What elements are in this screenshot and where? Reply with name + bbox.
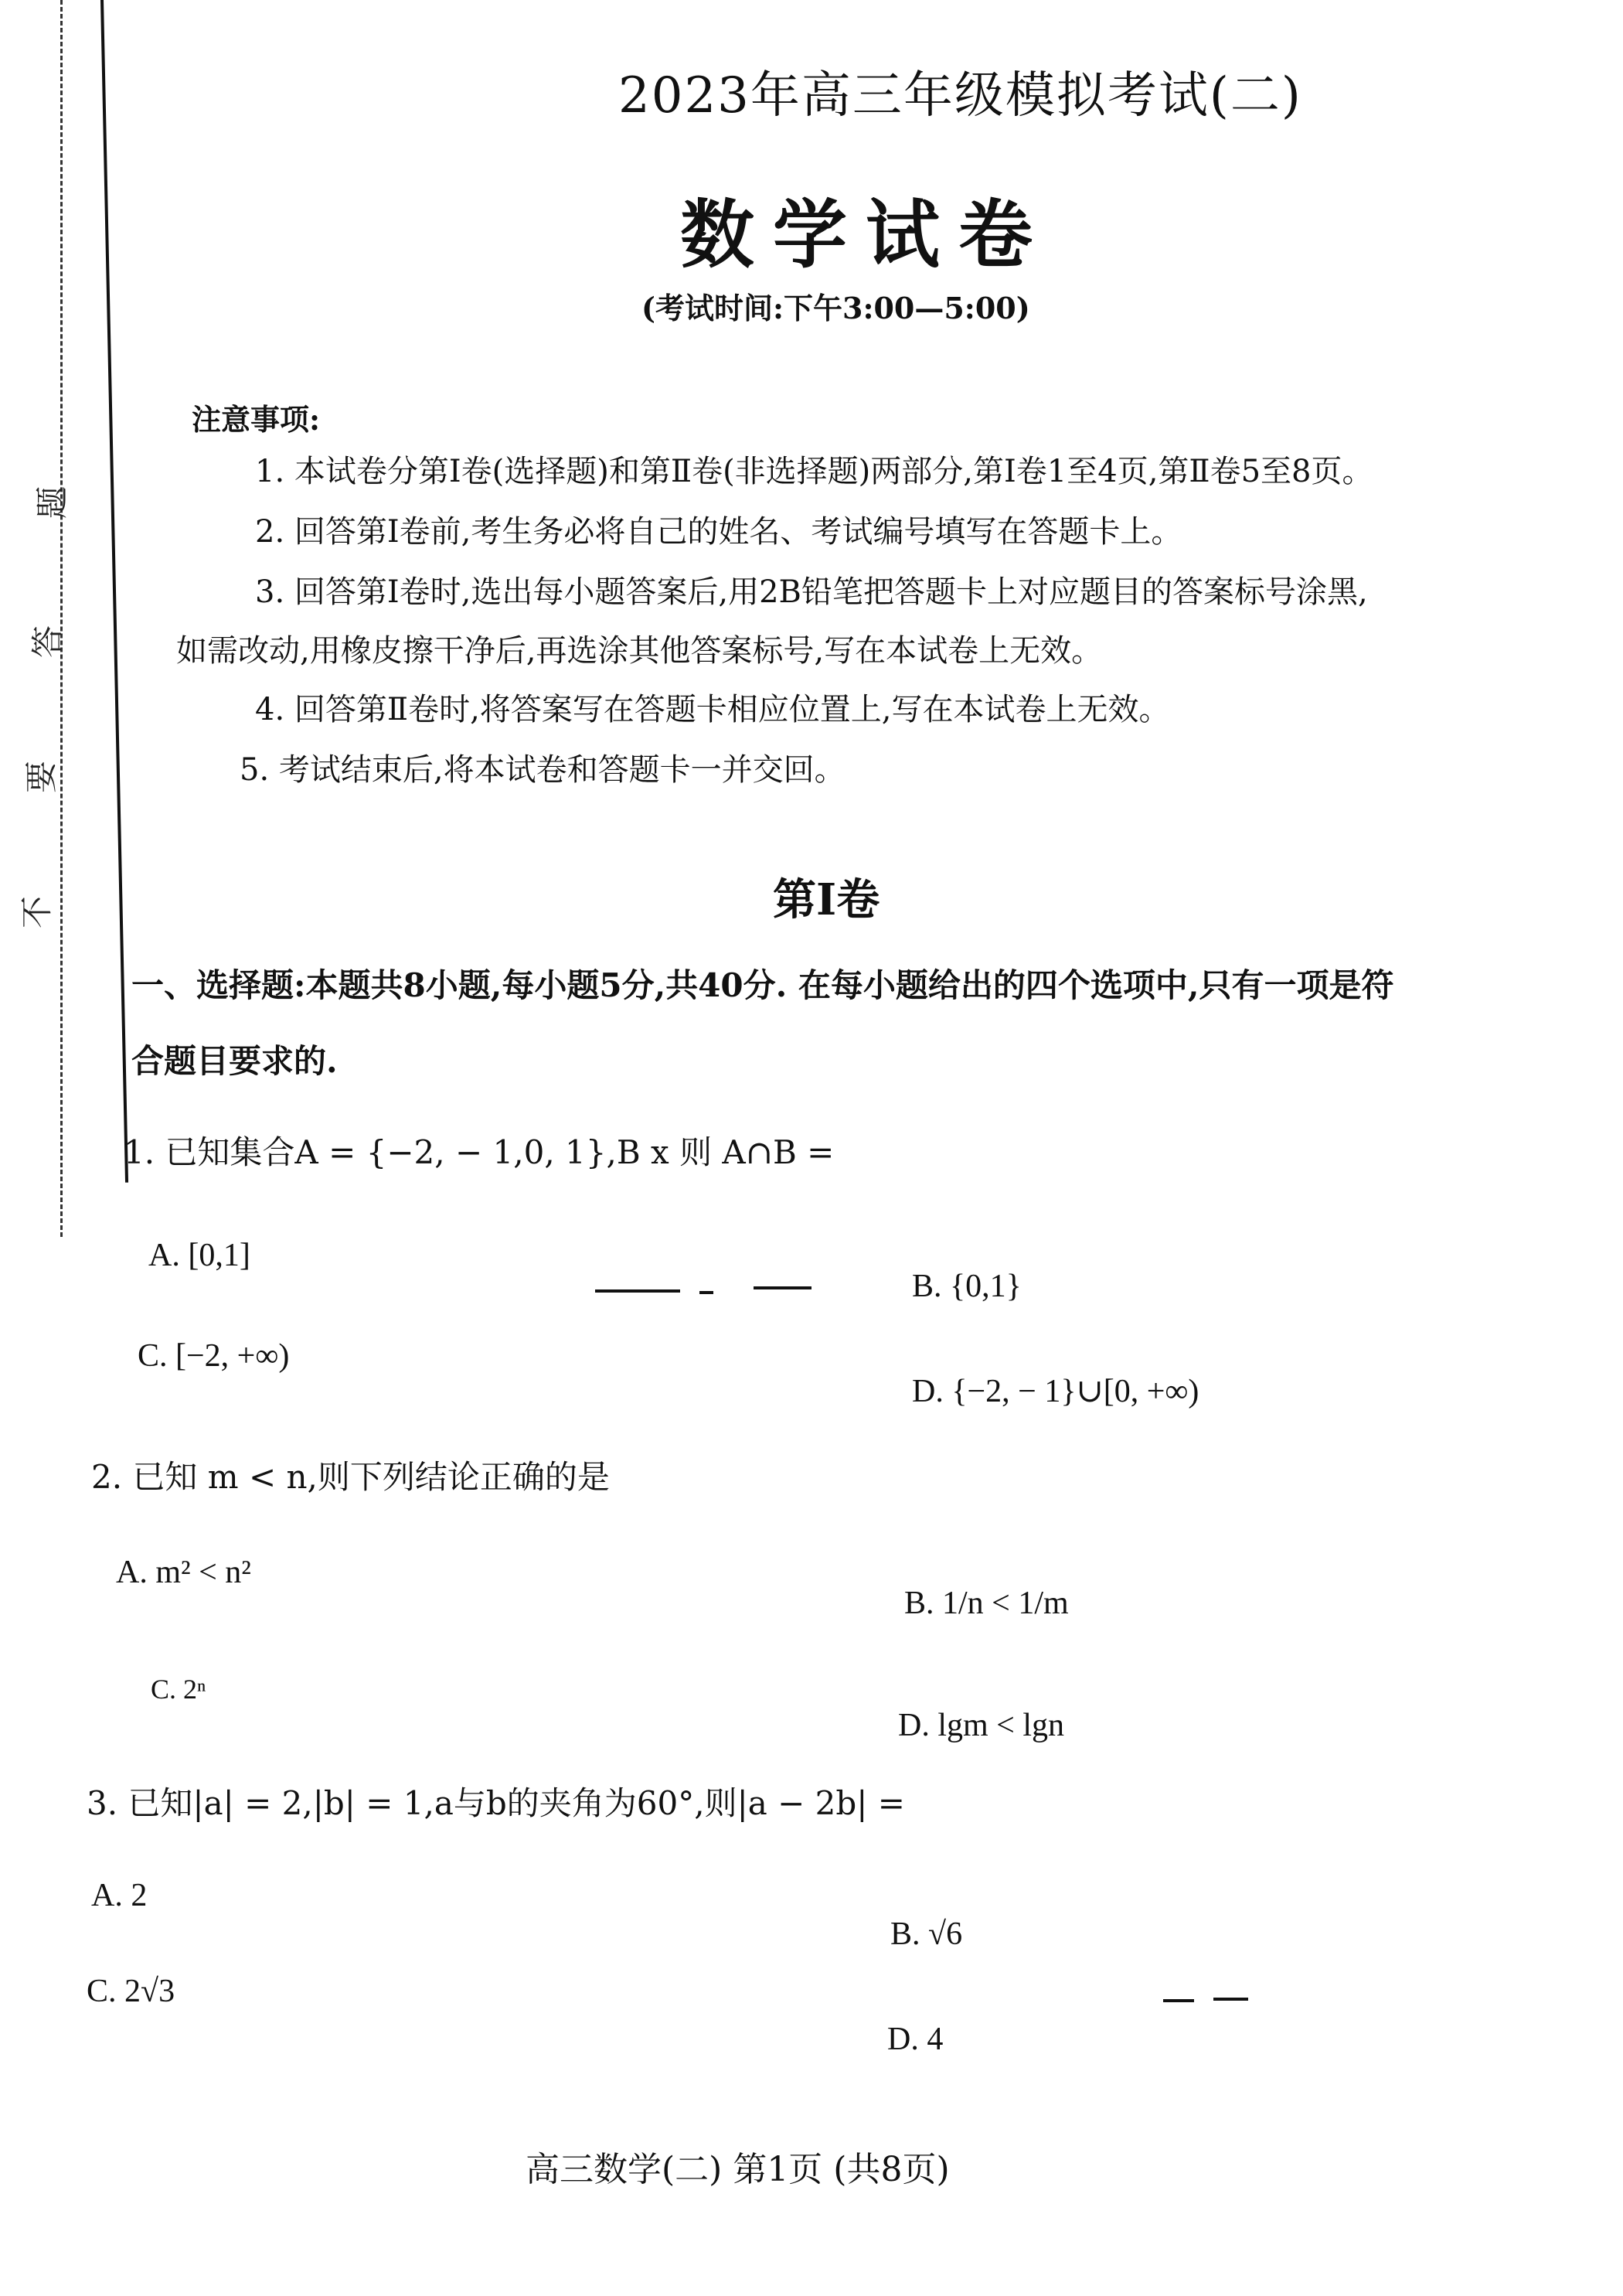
scribble-mark bbox=[595, 1289, 680, 1293]
question-stem: 3. 已知|a| = 2,|b| = 1,a与b的夹角为60°,则|a − 2b| = bbox=[87, 1784, 905, 1822]
scribble-mark bbox=[754, 1286, 812, 1289]
notice-item: 5. 考试结束后,将本试卷和答题卡一并交回。 bbox=[240, 752, 846, 788]
notice-item: 1. 本试卷分第Ⅰ卷(选择题)和第Ⅱ卷(非选择题)两部分,第Ⅰ卷1至4页,第Ⅱ卷5至8页。 bbox=[255, 454, 1373, 489]
binding-solid-line bbox=[100, 0, 128, 1183]
question-option: C. [−2, +∞) bbox=[138, 1338, 290, 1374]
question-option: B. √6 bbox=[890, 1916, 963, 1952]
notice-item: 如需改动,用橡皮擦干净后,再选涂其他答案标号,写在本试卷上无效。 bbox=[176, 633, 1103, 669]
margin-char: 题 bbox=[33, 485, 72, 519]
question-option: B. 1/n < 1/m bbox=[904, 1586, 1069, 1621]
section-title: 第Ⅰ卷 bbox=[773, 874, 880, 925]
exam-time: (考试时间:下午3:00—5:00) bbox=[641, 291, 1030, 325]
question-option: C. 2√3 bbox=[87, 1974, 175, 2009]
notice-item: 2. 回答第Ⅰ卷前,考生务必将自己的姓名、考试编号填写在答题卡上。 bbox=[255, 514, 1182, 550]
margin-char: 要 bbox=[22, 760, 61, 794]
scribble-mark bbox=[699, 1291, 713, 1294]
question-option: D. 4 bbox=[887, 2022, 944, 2057]
question-stem: 2. 已知 m < n,则下列结论正确的是 bbox=[91, 1458, 610, 1496]
question-option: A. [0,1] bbox=[148, 1238, 250, 1273]
notice-heading: 注意事项: bbox=[192, 402, 321, 437]
exam-title: 2023年高三年级模拟考试(二) bbox=[618, 67, 1302, 124]
page-footer: 高三数学(二) 第1页 (共8页) bbox=[526, 2150, 950, 2189]
notice-item: 3. 回答第Ⅰ卷时,选出每小题答案后,用2B铅笔把答题卡上对应题目的答案标号涂黑, bbox=[255, 574, 1368, 610]
subject-title: 数学试卷 bbox=[680, 191, 1051, 278]
scribble-mark bbox=[1163, 1999, 1194, 2002]
question-option: A. m² < n² bbox=[116, 1555, 251, 1590]
margin-char: 答 bbox=[29, 625, 67, 659]
question-option: D. lgm < lgn bbox=[898, 1708, 1065, 1743]
section-heading: 一、选择题:本题共8小题,每小题5分,共40分. 在每小题给出的四个选项中,只有一项是符 bbox=[131, 966, 1394, 1004]
notice-item: 4. 回答第Ⅱ卷时,将答案写在答题卡相应位置上,写在本试卷上无效。 bbox=[255, 692, 1170, 727]
question-option: D. {−2, − 1}∪[0, +∞) bbox=[912, 1374, 1199, 1409]
margin-char: 不 bbox=[18, 895, 56, 929]
binding-dashed-line bbox=[60, 0, 63, 1237]
scribble-mark bbox=[1213, 1998, 1248, 2001]
question-stem: 1. 已知集合A = {−2, − 1,0, 1},B x 则 A∩B = bbox=[124, 1133, 835, 1171]
section-heading: 合题目要求的. bbox=[131, 1042, 338, 1080]
question-option: C. 2ⁿ bbox=[151, 1674, 206, 1705]
question-option: A. 2 bbox=[91, 1878, 148, 1913]
question-option: B. {0,1} bbox=[912, 1269, 1022, 1304]
